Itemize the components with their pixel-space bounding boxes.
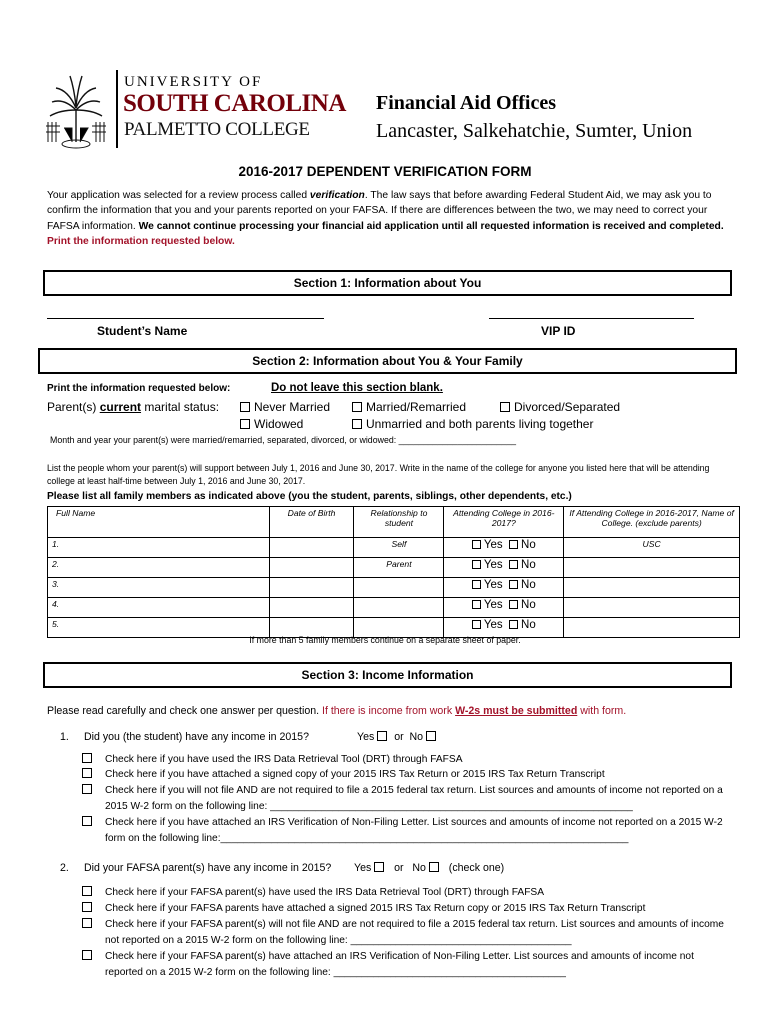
checkbox-icon[interactable] [429, 862, 439, 872]
section1-header: Section 1: Information about You [43, 270, 732, 296]
row-number[interactable]: 1. [48, 538, 270, 558]
q2-check-one: (check one) [448, 862, 505, 874]
marital-prefix: Parent(s) [47, 400, 100, 414]
q1-number: 1. [60, 731, 69, 743]
option-text: Check here if your FAFSA parent(s) have attached an IRS Verification of Non-Filing Letter. List sources and amounts of income not reported on a 2015 W-2 form on the following line: _________________________________________ [105, 951, 694, 978]
q1-option-will-not-file[interactable] [82, 783, 723, 812]
marital-suffix: marital status: [141, 400, 220, 414]
checkbox-icon[interactable] [377, 731, 387, 741]
checkbox-icon[interactable] [82, 886, 92, 896]
vip-id-label: VIP ID [541, 324, 576, 338]
dob-cell[interactable] [269, 538, 354, 558]
attending-cell[interactable] [444, 578, 564, 598]
checkbox-icon[interactable] [509, 620, 518, 629]
checkbox-icon[interactable] [240, 402, 250, 412]
attending-cell[interactable] [444, 538, 564, 558]
option-text: Check here if your FAFSA parent(s) will not file AND are not required to file a 2015 federal tax return. List sources and amounts of income not reported on a 2015 W-2 form on the following line: _______________________________________ [105, 919, 724, 946]
q2-option-tax-return[interactable] [82, 901, 646, 917]
college-cell[interactable]: USC [564, 538, 740, 558]
section2-header: Section 2: Information about You & Your Family [38, 348, 737, 374]
no-label: No [521, 619, 536, 631]
q1-or: or [394, 731, 404, 743]
q1-text: Did you (the student) have any income in 2015? [84, 731, 309, 743]
instructions-text: Please read carefully and check one answer per question. [47, 705, 320, 717]
logo-palmetto-college: PALMETTO COLLEGE [124, 119, 310, 140]
attending-cell[interactable] [444, 558, 564, 578]
q2-or: or [394, 862, 404, 874]
dob-cell[interactable] [269, 598, 354, 618]
table-row [48, 558, 740, 578]
please-list-label: Please list all family members as indicated above (you the student, parents, siblings, other dependents, etc.) [47, 491, 572, 502]
more-than-five-note: If more than 5 family members continue on a separate sheet of paper. [249, 635, 521, 645]
office-locations: Lancaster, Salkehatchie, Sumter, Union [376, 120, 693, 142]
checkbox-icon[interactable] [82, 816, 92, 826]
intro-bold-text: We cannot continue processing your financial aid application until all requested information is received and completed. [138, 220, 724, 232]
no-label: No [521, 559, 536, 571]
college-cell[interactable] [564, 578, 740, 598]
checkbox-icon[interactable] [82, 768, 92, 778]
form-title: 2016-2017 DEPENDENT VERIFICATION FORM [238, 164, 532, 179]
option-text: Check here if you will not file AND are not required to file a 2015 federal tax return. List sources and amounts of income not reported on a 2015 W-2 form on the following line: ________________________________________________________________ [105, 785, 723, 812]
option-married[interactable] [352, 400, 466, 414]
relationship-cell[interactable] [354, 598, 444, 618]
checkbox-icon[interactable] [82, 902, 92, 912]
relationship-cell[interactable]: Self [354, 538, 444, 558]
checkbox-icon[interactable] [472, 560, 481, 569]
q1-option-drt[interactable] [82, 752, 463, 768]
table-row [48, 578, 740, 598]
print-info-label: Print the information requested below: [47, 383, 231, 394]
student-name-line[interactable] [47, 318, 324, 319]
yes-label: Yes [483, 559, 503, 571]
col-date-of-birth: Date of Birth [269, 507, 354, 538]
checkbox-icon[interactable] [374, 862, 384, 872]
checkbox-icon[interactable] [352, 402, 362, 412]
college-cell[interactable] [564, 598, 740, 618]
checkbox-icon[interactable] [509, 600, 518, 609]
checkbox-icon[interactable] [500, 402, 510, 412]
family-members-table [47, 506, 740, 638]
relationship-cell[interactable] [354, 578, 444, 598]
checkbox-icon[interactable] [82, 784, 92, 794]
widowed-label: Widowed [254, 417, 304, 431]
option-text: Check here if you have attached an IRS Verification of Non-Filing Letter. List sources and amounts of income not reported on a 2015 W-2 form on the following line:________________________________________________________________________ [105, 817, 723, 844]
checkbox-icon[interactable] [82, 753, 92, 763]
col-full-name: Full Name [48, 507, 270, 538]
marital-current: current [99, 400, 142, 414]
col-attending: Attending College in 2016-2017? [444, 507, 564, 538]
unmarried-label: Unmarried and both parents living together [366, 417, 594, 431]
checkbox-icon[interactable] [509, 560, 518, 569]
palmetto-tree-logo-icon [42, 70, 110, 150]
marital-status-label [47, 400, 219, 414]
col-relationship: Relationship to student [354, 507, 444, 538]
logo-south-carolina: SOUTH CAROLINA [123, 90, 346, 117]
table-row [48, 538, 740, 558]
no-label: No [521, 579, 536, 591]
q2-answers [354, 862, 504, 874]
option-unmarried[interactable] [352, 417, 593, 431]
yes-label: Yes [483, 599, 503, 611]
no-label: No [521, 599, 536, 611]
checkbox-icon[interactable] [426, 731, 436, 741]
q2-option-non-filing[interactable] [82, 949, 694, 978]
logo-university-of: UNIVERSITY OF [124, 74, 263, 90]
table-row [48, 598, 740, 618]
instructions-red-bold: W-2s must be submitted [455, 705, 578, 717]
option-divorced[interactable] [500, 400, 620, 414]
checkbox-icon[interactable] [82, 950, 92, 960]
row-number[interactable]: 2. [48, 558, 270, 578]
relationship-cell[interactable]: Parent [354, 558, 444, 578]
do-not-leave-blank: Do not leave this section blank. [271, 382, 443, 394]
no-label: No [521, 539, 536, 551]
section3-header: Section 3: Income Information [43, 662, 732, 688]
option-text: Check here if your FAFSA parent(s) have used the IRS Data Retrieval Tool (DRT) through FAFSA [105, 887, 545, 898]
q1-no-label: No [409, 731, 424, 743]
row-number[interactable]: 4. [48, 598, 270, 618]
instructions-red-1: If there is income from work [319, 705, 456, 717]
intro-text-1: Your application was selected for a review process called [47, 190, 310, 201]
q2-no-label: No [412, 862, 426, 874]
checkbox-icon[interactable] [509, 580, 518, 589]
checkbox-icon[interactable] [472, 540, 481, 549]
q1-option-tax-return[interactable] [82, 767, 605, 783]
col-college-name: If Attending College in 2016-2017, Name of College. (exclude parents) [564, 507, 740, 538]
intro-text-2: . The law says that before awarding Federal Student Aid, we may ask you to confirm the information that you and your parents reported on your FAFSA. If there are differences between the two, we may need to correct your FAFSA information. [47, 190, 712, 232]
q1-option-non-filing[interactable] [82, 815, 723, 844]
q2-number: 2. [60, 862, 69, 874]
q1-yes-label: Yes [357, 731, 375, 743]
attending-cell[interactable] [444, 598, 564, 618]
vip-id-line[interactable] [489, 318, 694, 319]
option-text: Check here if you have attached a signed copy of your 2015 IRS Tax Return or 2015 IRS Tax Return Transcript [105, 769, 605, 780]
month-year-field[interactable]: Month and year your parent(s) were married/remarried, separated, divorced, or widowed: ________________________ [50, 435, 517, 445]
yes-label: Yes [483, 579, 503, 591]
option-text: Check here if you have used the IRS Data Retrieval Tool (DRT) through FAFSA [105, 754, 463, 765]
instructions-red-2: with form. [577, 705, 627, 717]
never-married-label: Never Married [254, 400, 331, 414]
dob-cell[interactable] [269, 558, 354, 578]
office-title: Financial Aid Offices [376, 92, 556, 114]
checkbox-icon[interactable] [352, 419, 362, 429]
option-text: Check here if your FAFSA parents have attached a signed 2015 IRS Tax Return copy or 2015 IRS Tax Return Transcript [105, 903, 646, 914]
option-never-married[interactable] [240, 400, 330, 414]
row-number[interactable]: 5. [48, 618, 270, 638]
checkbox-icon[interactable] [472, 600, 481, 609]
college-cell[interactable] [564, 558, 740, 578]
checkbox-icon[interactable] [82, 918, 92, 928]
table-header-row [48, 507, 740, 538]
checkbox-icon[interactable] [240, 419, 250, 429]
checkbox-icon[interactable] [472, 580, 481, 589]
q2-option-will-not-file[interactable] [82, 917, 724, 946]
yes-label: Yes [483, 619, 503, 631]
intro-red-text: Print the information requested below. [47, 236, 235, 248]
row-number[interactable]: 3. [48, 578, 270, 598]
option-widowed[interactable] [240, 417, 303, 431]
married-label: Married/Remarried [366, 400, 467, 414]
intro-paragraph [47, 188, 727, 250]
checkbox-icon[interactable] [472, 620, 481, 629]
q2-text: Did your FAFSA parent(s) have any income in 2015? [84, 862, 332, 874]
income-instructions [47, 705, 626, 717]
checkbox-icon[interactable] [509, 540, 518, 549]
intro-verification-word: verification [309, 190, 365, 201]
yes-label: Yes [483, 539, 503, 551]
q1-answers [357, 731, 440, 743]
list-people-text: List the people whom your parent(s) will support between July 1, 2016 and June 30, 2017. Write in the name of the college for anyone you listed here that will be attending college at least half-time between July 1, 2016 and June 30, 2017. [47, 463, 710, 486]
q2-yes-label: Yes [354, 862, 372, 874]
student-name-label: Student’s Name [97, 324, 188, 338]
logo-divider [116, 70, 118, 148]
divorced-label: Divorced/Separated [514, 400, 621, 414]
q2-option-drt[interactable] [82, 885, 545, 901]
dob-cell[interactable] [269, 578, 354, 598]
